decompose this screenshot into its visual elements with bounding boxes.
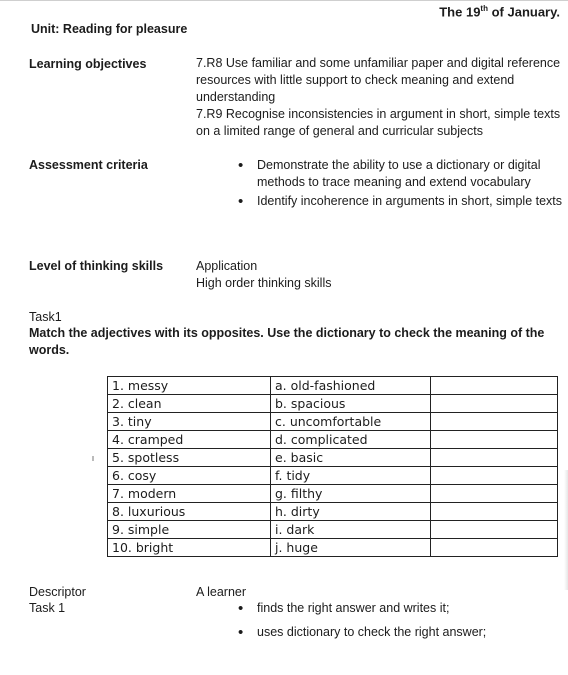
assessment-criteria-label: Assessment criteria [29, 158, 148, 172]
adjective-cell: 1. messy [108, 377, 271, 395]
descriptor-learner: A learner [196, 585, 247, 599]
table-row [108, 413, 558, 431]
adjective-cell: 4. cramped [108, 431, 271, 449]
adjective-cell: 5. spotless [108, 449, 271, 467]
adjective-cell: 2. clean [108, 395, 271, 413]
answer-cell[interactable] [431, 395, 558, 413]
table-row [108, 521, 558, 539]
answer-cell[interactable] [431, 467, 558, 485]
opposite-cell: c. uncomfortable [271, 413, 431, 431]
task-title: Task1 [29, 310, 62, 324]
learning-objectives-label: Learning objectives [29, 57, 147, 71]
answer-cell[interactable] [431, 539, 558, 557]
objective-r9: 7.R9 Recognise inconsistencies in argument in short, simple texts on a limited range of general and curricular subjects [196, 107, 561, 138]
adjective-cell: 7. modern [108, 485, 271, 503]
thinking-skill-order: High order thinking skills [196, 276, 332, 290]
answer-cell[interactable] [431, 413, 558, 431]
table-row [108, 539, 558, 557]
opposite-cell: f. tidy [271, 467, 431, 485]
matching-table [107, 376, 558, 557]
adjective-cell: 3. tiny [108, 413, 271, 431]
top-divider [0, 0, 568, 1]
assessment-criteria-list [238, 157, 564, 212]
learning-objectives-text [196, 55, 564, 140]
opposite-cell: h. dirty [271, 503, 431, 521]
scan-mark [92, 456, 94, 461]
opposite-cell: d. complicated [271, 431, 431, 449]
table-row [108, 485, 558, 503]
opposite-cell: i. dark [271, 521, 431, 539]
answer-cell[interactable] [431, 485, 558, 503]
opposite-cell: j. huge [271, 539, 431, 557]
adjective-cell: 6. cosy [108, 467, 271, 485]
adjective-cell: 10. bright [108, 539, 271, 557]
answer-cell[interactable] [431, 503, 558, 521]
criteria-item: • Demonstrate the ability to use a dictionary or digital methods to trace meaning and extend vocabulary [238, 157, 564, 191]
opposite-cell: b. spacious [271, 395, 431, 413]
thinking-skills-value [196, 258, 331, 292]
descriptor-item: • uses dictionary to check the right answer; [238, 624, 564, 641]
answer-cell[interactable] [431, 431, 558, 449]
answer-cell[interactable] [431, 449, 558, 467]
criteria-item: • Identify incoherence in arguments in short, simple texts [238, 193, 564, 210]
opposite-cell: e. basic [271, 449, 431, 467]
answer-cell[interactable] [431, 377, 558, 395]
descriptor-task-label: Task 1 [29, 601, 66, 615]
lesson-date: The 19th of January. [439, 4, 560, 20]
table-row [108, 467, 558, 485]
thinking-skills-label: Level of thinking skills [29, 259, 164, 273]
answer-cell[interactable] [431, 521, 558, 539]
opposite-cell: a. old-fashioned [271, 377, 431, 395]
thinking-skill-level: Application [196, 259, 258, 273]
table-row [108, 377, 558, 395]
unit-title: Unit: Reading for pleasure [31, 22, 188, 36]
table-row [108, 503, 558, 521]
descriptor-item: • finds the right answer and writes it; [238, 600, 564, 617]
adjective-cell: 9. simple [108, 521, 271, 539]
descriptor-list [238, 600, 564, 648]
descriptor-label: Descriptor [29, 585, 86, 599]
table-row [108, 449, 558, 467]
task-instruction: Match the adjectives with its opposites. Use the dictionary to check the meaning of the words. [29, 326, 545, 357]
page-edge-shadow [564, 470, 568, 590]
table-row [108, 395, 558, 413]
opposite-cell: g. filthy [271, 485, 431, 503]
objective-r8: 7.R8 Use familiar and some unfamiliar paper and digital reference resources with little support to check meaning and extend understanding [196, 56, 561, 104]
table-row [108, 431, 558, 449]
adjective-cell: 8. luxurious [108, 503, 271, 521]
